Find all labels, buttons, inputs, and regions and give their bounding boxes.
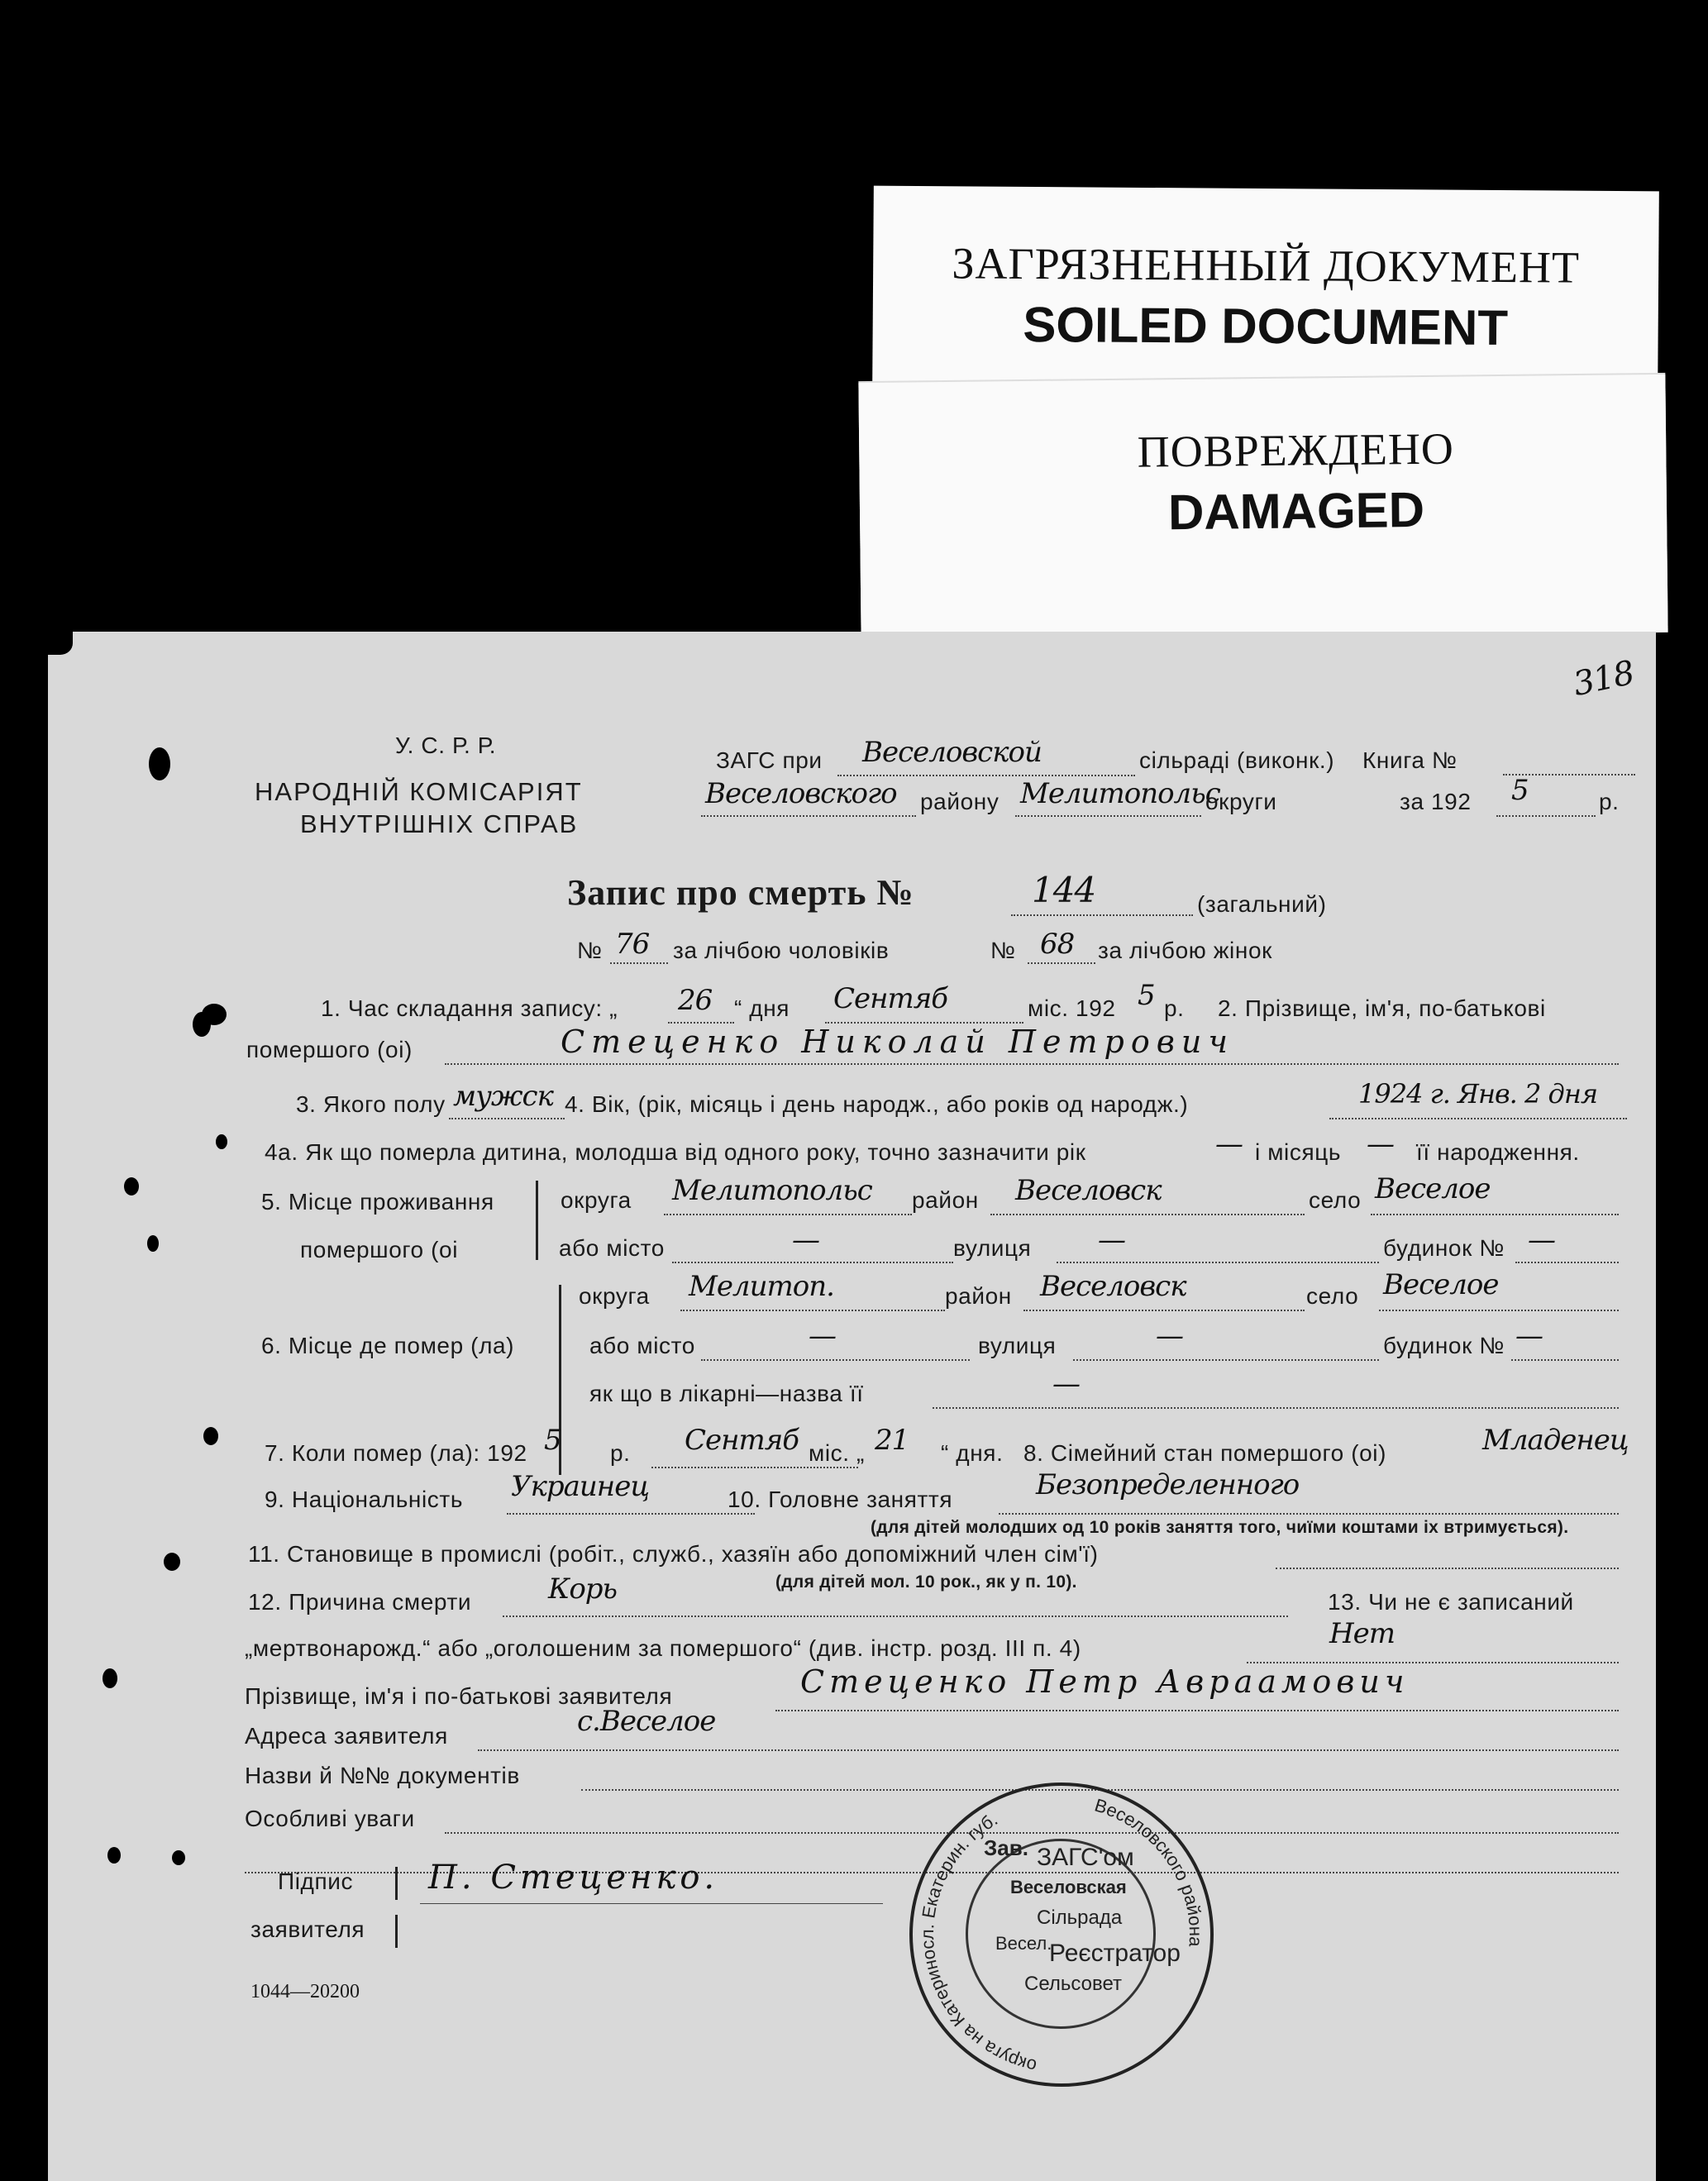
year-prefix: за 192 bbox=[1400, 789, 1472, 814]
torn-corner bbox=[48, 632, 73, 655]
field5-okrug-label: округа bbox=[561, 1187, 632, 1213]
men-no-value: 76 bbox=[615, 928, 650, 961]
women-no-label: № bbox=[990, 938, 1016, 963]
field5-label1: 5. Місце проживання bbox=[261, 1189, 494, 1215]
punch-hole bbox=[147, 1235, 159, 1252]
field3-label: 3. Якого полу bbox=[296, 1091, 446, 1117]
corner-archive-number: 318 bbox=[1570, 653, 1638, 704]
field4a-label: 4а. Як що померла дитина, молодша від одного року, точно зазначити рік bbox=[265, 1139, 1086, 1165]
documents-label: Назви й №№ документів bbox=[245, 1763, 520, 1788]
field7-label: 7. Коли помер (ла): 192 bbox=[265, 1440, 527, 1466]
field6-street-label: вулиця bbox=[978, 1333, 1057, 1358]
field10-note: (для дітей молодших од 10 років заняття того, чиїми коштами іх втримується). bbox=[871, 1518, 1569, 1537]
field7-mis: міс. „ bbox=[809, 1440, 865, 1466]
punch-hole bbox=[202, 1004, 227, 1025]
stamp-line2: Сільрада bbox=[1037, 1907, 1123, 1929]
field7-r: р. bbox=[610, 1440, 631, 1466]
punch-hole bbox=[149, 747, 170, 780]
field6-house-value: — bbox=[1515, 1320, 1543, 1353]
field5-raion-label: район bbox=[912, 1187, 979, 1213]
death-record-form bbox=[48, 632, 1656, 2181]
footer-print-code: 1044—20200 bbox=[250, 1981, 360, 2002]
applicant-label: Прізвище, ім'я і по-батькові заявителя bbox=[245, 1683, 673, 1709]
field1-label: 1. Час складання запису: „ bbox=[321, 995, 618, 1021]
field2-value: Стеценко Николай Петрович bbox=[561, 1024, 1234, 1060]
stamp-registrar: Реєстратор bbox=[1049, 1940, 1181, 1967]
sign-bracket-top bbox=[395, 1867, 398, 1900]
field6-street-value: — bbox=[1156, 1320, 1183, 1353]
punch-hole bbox=[203, 1427, 218, 1445]
field1-day-suffix: “ дня bbox=[734, 995, 790, 1021]
silradi-label: сільраді (виконк.) bbox=[1139, 747, 1335, 773]
field6-okrug-label: округа bbox=[579, 1283, 650, 1309]
field6-hospital-label: як що в лікарні—назва її bbox=[589, 1381, 864, 1406]
record-general: (загальний) bbox=[1197, 891, 1327, 917]
field1-year: 5 bbox=[1138, 979, 1155, 1012]
zags-value: Веселовской bbox=[862, 736, 1042, 769]
damaged-label-ru: ПОВРЕЖДЕНО bbox=[1137, 423, 1455, 477]
field5-city-label: або місто bbox=[559, 1235, 665, 1261]
field5-selo-label: село bbox=[1309, 1187, 1362, 1213]
punch-hole bbox=[216, 1134, 227, 1149]
field6-selo-value: Веселое bbox=[1383, 1268, 1499, 1301]
field1-year-suffix: р. bbox=[1164, 995, 1185, 1021]
field5-brace bbox=[536, 1181, 538, 1260]
field1-day: 26 bbox=[678, 984, 713, 1017]
men-label: за лічбою чоловіків bbox=[673, 938, 890, 963]
field5-house-label: будинок № bbox=[1383, 1235, 1505, 1261]
punch-hole bbox=[107, 1847, 121, 1864]
field6-city-label: або місто bbox=[589, 1333, 695, 1358]
field9-label: 9. Національність bbox=[265, 1487, 464, 1512]
punch-hole bbox=[164, 1553, 180, 1571]
applicant-signature: П. Стеценко. bbox=[428, 1859, 719, 1897]
field5-street-label: вулиця bbox=[953, 1235, 1032, 1261]
field4a-mid: і місяць bbox=[1255, 1139, 1342, 1165]
ussr-header: У. С. Р. Р. bbox=[395, 733, 497, 758]
applicant-value: Стеценко Петр Авраамович bbox=[800, 1663, 1410, 1700]
field8-label: 8. Сімейний стан помершого (оі) bbox=[1023, 1440, 1387, 1466]
notes-label: Особливі уваги bbox=[245, 1806, 415, 1831]
field6-hospital-value: — bbox=[1052, 1367, 1080, 1401]
punch-hole bbox=[172, 1850, 185, 1865]
field6-raion-value: Веселовск bbox=[1040, 1270, 1186, 1303]
field7-month: Сентяб bbox=[685, 1424, 799, 1457]
field7-day-suffix: “ дня. bbox=[941, 1440, 1004, 1466]
field1-month: Сентяб bbox=[833, 982, 948, 1015]
field9-value: Украинец bbox=[511, 1470, 650, 1503]
women-no-value: 68 bbox=[1040, 928, 1075, 961]
field7-year: 5 bbox=[544, 1424, 561, 1457]
commissariat-line1: НАРОДНІЙ КОМІСАРІЯТ bbox=[255, 777, 583, 806]
field4a-end: її народження. bbox=[1416, 1139, 1580, 1165]
men-no-label: № bbox=[577, 938, 603, 963]
field2-label2: помершого (оі) bbox=[246, 1037, 413, 1062]
field12-label: 12. Причина смерти bbox=[248, 1589, 472, 1615]
commissariat-line2: ВНУТРІШНІХ СПРАВ bbox=[300, 809, 579, 838]
stamp-zags: ЗАГС'ом bbox=[1037, 1844, 1134, 1871]
soiled-label-card bbox=[872, 186, 1659, 394]
year-value: 5 bbox=[1511, 774, 1529, 807]
field4a-month-dash: — bbox=[1367, 1128, 1394, 1161]
raion-value: Веселовского bbox=[705, 777, 897, 810]
field4-label: 4. Вік, (рік, місяць і день народж., або років од народж.) bbox=[565, 1091, 1189, 1117]
field2-label: 2. Прізвище, ім'я, по-батькові bbox=[1218, 995, 1546, 1021]
okrug-label: округи bbox=[1205, 789, 1277, 814]
damaged-label-en: DAMAGED bbox=[1167, 481, 1425, 541]
stamp-ring-left: округа на Катериносл. Екатерин. губ. bbox=[916, 1808, 1039, 2077]
stamp-ring-right: Веселовского района bbox=[1092, 1794, 1207, 1948]
field3-value: мужск bbox=[453, 1080, 553, 1113]
stamp-line3: Весел. bbox=[995, 1933, 1052, 1954]
field13-value: Нет bbox=[1329, 1617, 1396, 1650]
field6-city-value: — bbox=[809, 1320, 836, 1353]
field5-okrug-value: Мелитопольс bbox=[672, 1174, 872, 1207]
stamp-ring-text bbox=[913, 1786, 1210, 2083]
stamp-line4: Сельсовет bbox=[1024, 1973, 1123, 1995]
field8-value: Младенец bbox=[1482, 1424, 1629, 1457]
field6-house-label: будинок № bbox=[1383, 1333, 1505, 1358]
field5-label2: помершого (оі bbox=[300, 1237, 459, 1262]
women-label: за лічбою жінок bbox=[1098, 938, 1272, 963]
field10-value: Безопределенного bbox=[1036, 1468, 1300, 1501]
field10-label: 10. Головне заняття bbox=[728, 1487, 953, 1512]
year-suffix: р. bbox=[1599, 789, 1620, 814]
field13-label2: „мертвонарожд.“ або „оголошеним за помершого“ (див. інстр. розд. III п. 4) bbox=[245, 1635, 1081, 1661]
address-value: с.Веселое bbox=[577, 1705, 716, 1738]
field6-raion-label: район bbox=[945, 1283, 1012, 1309]
field5-house-value: — bbox=[1528, 1224, 1555, 1257]
record-title: Запис про смерть № bbox=[567, 872, 914, 913]
record-number: 144 bbox=[1032, 870, 1096, 910]
stamp-head: Зав. bbox=[984, 1835, 1028, 1860]
zags-prefix: ЗАГС при bbox=[716, 747, 823, 773]
book-label: Книга № bbox=[1362, 747, 1458, 773]
field6-selo-label: село bbox=[1306, 1283, 1359, 1309]
damaged-label-card bbox=[858, 375, 1667, 641]
field7-day: 21 bbox=[875, 1424, 909, 1457]
field4-value: 1924 г. Янв. 2 дня bbox=[1358, 1078, 1598, 1110]
soiled-label-ru: ЗАГРЯЗНЕННЫЙ ДОКУМЕНТ bbox=[952, 238, 1581, 293]
okrug-value: Мелитопольс bbox=[1020, 777, 1220, 810]
soiled-label-en: SOILED DOCUMENT bbox=[1023, 296, 1509, 356]
field5-city-value: — bbox=[792, 1224, 819, 1257]
field5-street-value: — bbox=[1098, 1224, 1125, 1257]
official-round-stamp bbox=[909, 1783, 1214, 2087]
field4a-year-dash: — bbox=[1215, 1128, 1243, 1161]
field11-note: (для дітей мол. 10 рок., як у п. 10). bbox=[775, 1573, 1077, 1592]
field12-value: Корь bbox=[548, 1573, 618, 1606]
address-label: Адреса заявителя bbox=[245, 1723, 448, 1749]
raion-label: району bbox=[920, 789, 1000, 814]
punch-hole bbox=[124, 1177, 139, 1195]
field6-label: 6. Місце де помер (ла) bbox=[261, 1333, 515, 1358]
field13-label: 13. Чи не є записаний bbox=[1328, 1589, 1574, 1615]
field5-raion-value: Веселовск bbox=[1015, 1174, 1162, 1207]
field5-selo-value: Веселое bbox=[1375, 1172, 1491, 1205]
sign-bracket-bottom bbox=[395, 1915, 398, 1948]
sign-label2: заявителя bbox=[250, 1916, 365, 1942]
field11-label: 11. Становище в промислі (робіт., служб., хазяїн або допоміжний член сім'ї) bbox=[248, 1541, 1099, 1567]
sign-label1: Підпис bbox=[278, 1868, 354, 1894]
punch-hole bbox=[103, 1668, 117, 1688]
field1-year-prefix: міс. 192 bbox=[1028, 995, 1116, 1021]
stamp-line1: Веселовская bbox=[1010, 1877, 1127, 1897]
field6-okrug-value: Мелитоп. bbox=[689, 1270, 834, 1303]
